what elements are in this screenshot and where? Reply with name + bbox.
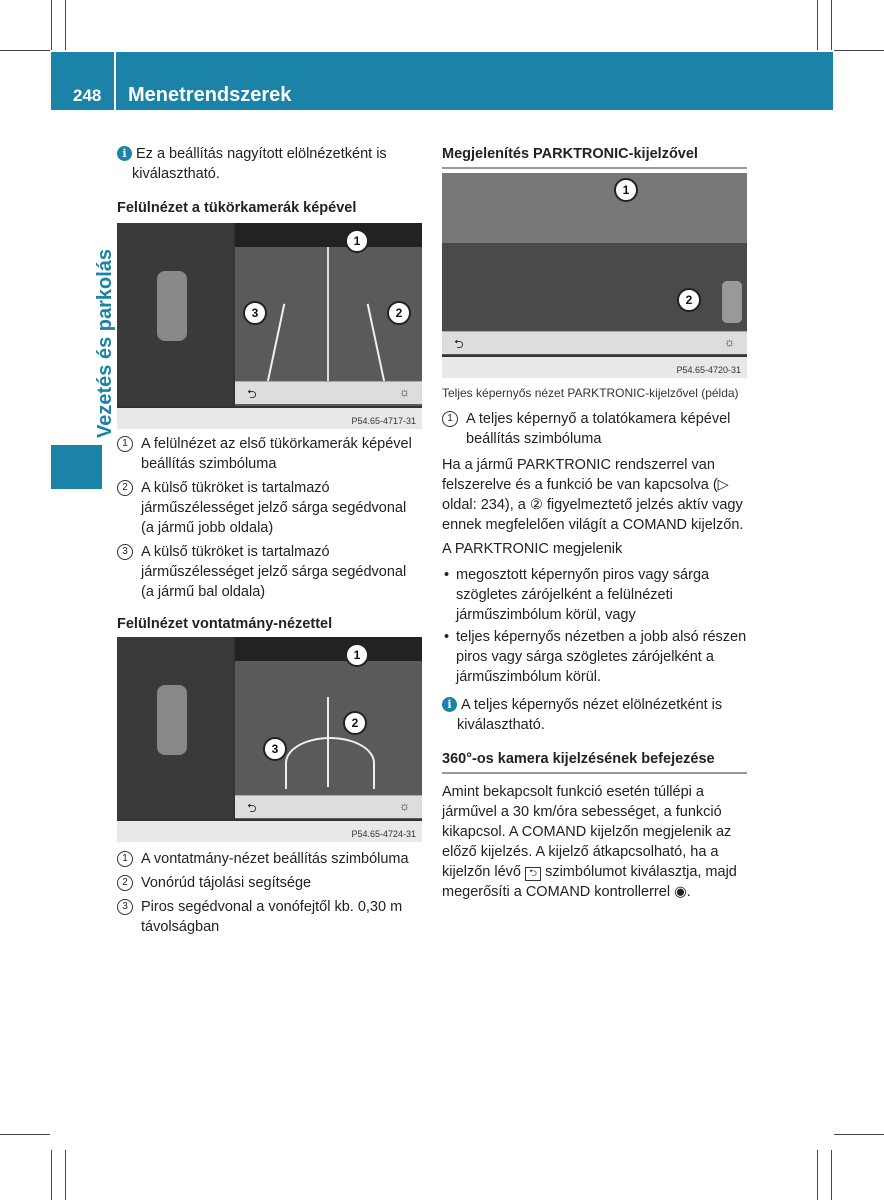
paragraph-text: Amint bekapcsolt funkció esetén túllépi a járművel a 30 km/óra sebességet, a funkció kikapcsol. A COMAND kijelzőn megjelenik az előző kijelzés. A kijelző átkapcsolható, ha a kijelzőn lévő: [442, 784, 732, 880]
paragraph-text: szimbólumot kiválasztja, majd megerősíti a COMAND kontrollerrel ◉.: [442, 864, 737, 900]
info-note-text: A teljes képernyős nézet elölnézetként is kiválasztható.: [457, 697, 723, 733]
paragraph: Ha a jármű PARKTRONIC rendszerrel van felszerelve és a funkció be van kapcsolva (▷ oldal: 234), a ② figyelmeztető jelzés aktív vagy ennek megfelelően világít a COMAND kijelzőn.: [442, 457, 744, 533]
list-item-text: Piros segédvonal a vonófejtől kb. 0,30 m távolságban: [141, 899, 403, 935]
number-circle: 3: [117, 544, 133, 560]
list-item: [117, 897, 422, 937]
crop-mark: [834, 50, 884, 51]
crop-mark: [51, 1150, 52, 1200]
right-column: [442, 386, 747, 902]
list-item: [442, 409, 747, 449]
car-top-view: [157, 685, 187, 755]
building-area: [442, 173, 747, 243]
list-item-text: A felülnézet az első tükörkamerák képével beállítás szimbóluma: [141, 436, 412, 472]
topview-pane: [117, 223, 233, 406]
figure-trailer-view: [117, 637, 422, 842]
side-tab-label: Vezetés és parkolás: [94, 248, 116, 438]
list-item: • teljes képernyős nézetben a jobb alsó részen piros vagy sárga szögletes zárójelként a járműszimbólum körül.: [442, 627, 747, 687]
paragraph: A PARKTRONIC megjelenik: [442, 541, 623, 557]
figure-code: P54.65-4717-31: [351, 416, 416, 426]
brightness-icon[interactable]: ☼: [724, 335, 735, 349]
callout-2: 2: [677, 288, 701, 312]
list-item-text: A külső tükröket is tartalmazó járműszélességet jelző sárga segédvonal (a jármű bal oldala): [141, 544, 407, 600]
list-item: [117, 434, 422, 474]
header-divider: [114, 52, 116, 110]
left-column-lower: [117, 434, 422, 634]
crop-mark: [831, 0, 832, 50]
page-number: 248: [73, 86, 102, 105]
mirror-divider: [327, 247, 329, 381]
callout-1: 1: [345, 229, 369, 253]
paragraph: [442, 782, 747, 902]
section-heading-mirror-cameras: Felülnézet a tükörkamerák képével: [117, 200, 357, 216]
number-circle: 1: [117, 851, 133, 867]
section-heading-parktronic: Megjelenítés PARKTRONIC-kijelzővel: [442, 144, 747, 169]
section-heading-trailer: Felülnézet vontatmány-nézettel: [117, 616, 333, 632]
parktronic-vehicle-symbol: [722, 281, 742, 323]
back-icon[interactable]: ⮌: [247, 387, 257, 401]
callout-1: 1: [345, 643, 369, 667]
crop-mark: [51, 0, 52, 50]
number-circle: 1: [442, 411, 458, 427]
crop-mark: [834, 1134, 884, 1135]
list-item-text: A vontatmány-nézet beállítás szimbóluma: [141, 851, 409, 867]
callout-3: 3: [263, 737, 287, 761]
callout-2: 2: [387, 301, 411, 325]
info-note: [442, 695, 747, 735]
figure-mirror-cameras: [117, 223, 422, 429]
back-icon[interactable]: ⮌: [454, 337, 464, 351]
control-bar: [235, 795, 422, 818]
back-symbol-icon: ⮌: [525, 867, 541, 881]
figure-code: P54.65-4724-31: [351, 829, 416, 839]
tow-arc: [285, 737, 375, 789]
side-tab-block: [51, 445, 102, 489]
list-item: • megosztott képernyőn piros vagy sárga szögletes zárójelként a felülnézeti járműszimbólum körül, vagy: [442, 565, 747, 625]
brightness-icon[interactable]: ☼: [399, 799, 410, 813]
info-note-text: Ez a beállítás nagyított elölnézetként is kiválasztható.: [132, 146, 387, 182]
legend-list-3: [442, 409, 747, 449]
right-column-top: [442, 144, 747, 169]
crop-mark: [65, 1150, 66, 1200]
toolbar: [235, 637, 422, 661]
list-item: [117, 873, 422, 893]
control-bar: [235, 381, 422, 404]
left-column-bottom: [117, 849, 422, 941]
list-item: [117, 849, 422, 869]
page-header: [51, 52, 833, 110]
callout-2: 2: [343, 711, 367, 735]
left-column: [117, 144, 422, 218]
camera-pane: [235, 223, 422, 406]
crop-mark: [817, 1150, 818, 1200]
callout-1: 1: [614, 178, 638, 202]
list-item: [117, 478, 422, 538]
back-icon[interactable]: ⮌: [247, 801, 257, 815]
number-circle: 1: [117, 436, 133, 452]
list-item-text: Vonórúd tájolási segítsége: [141, 875, 312, 891]
number-circle: 2: [117, 480, 133, 496]
number-circle: 3: [117, 899, 133, 915]
crop-mark: [0, 1134, 50, 1135]
crop-mark: [0, 50, 50, 51]
crop-mark: [65, 0, 66, 50]
bullet-list: [442, 565, 747, 687]
guide-line-left: [267, 304, 286, 383]
figure-parktronic: [442, 173, 747, 378]
crop-mark: [831, 1150, 832, 1200]
figure-caption: Teljes képernyős nézet PARKTRONIC-kijelzővel (példa): [442, 386, 739, 400]
camera-pane: [442, 173, 747, 355]
car-top-view: [157, 271, 187, 341]
lawn-area: [442, 243, 747, 331]
callout-3: 3: [243, 301, 267, 325]
crop-mark: [817, 0, 818, 50]
section-heading-end-360: 360°-os kamera kijelzésének befejezése: [442, 749, 747, 774]
camera-pane: [235, 637, 422, 819]
list-item: [117, 542, 422, 602]
list-item-text: A teljes képernyő a tolatókamera képével beállítás szimbóluma: [466, 411, 731, 447]
toolbar: [235, 223, 422, 247]
page-title: Menetrendszerek: [128, 84, 292, 106]
legend-list-2: [117, 849, 422, 937]
number-circle: 2: [117, 875, 133, 891]
legend-list-1: [117, 434, 422, 602]
guide-line-right: [367, 304, 386, 383]
brightness-icon[interactable]: ☼: [399, 385, 410, 399]
control-bar: [442, 331, 747, 354]
info-note: [117, 144, 422, 184]
figure-code: P54.65-4720-31: [676, 365, 741, 375]
topview-pane: [117, 637, 233, 819]
info-icon: i: [117, 146, 132, 161]
info-icon: i: [442, 697, 457, 712]
list-item-text: A külső tükröket is tartalmazó járműszélességet jelző sárga segédvonal (a jármű jobb oldala): [141, 480, 407, 536]
